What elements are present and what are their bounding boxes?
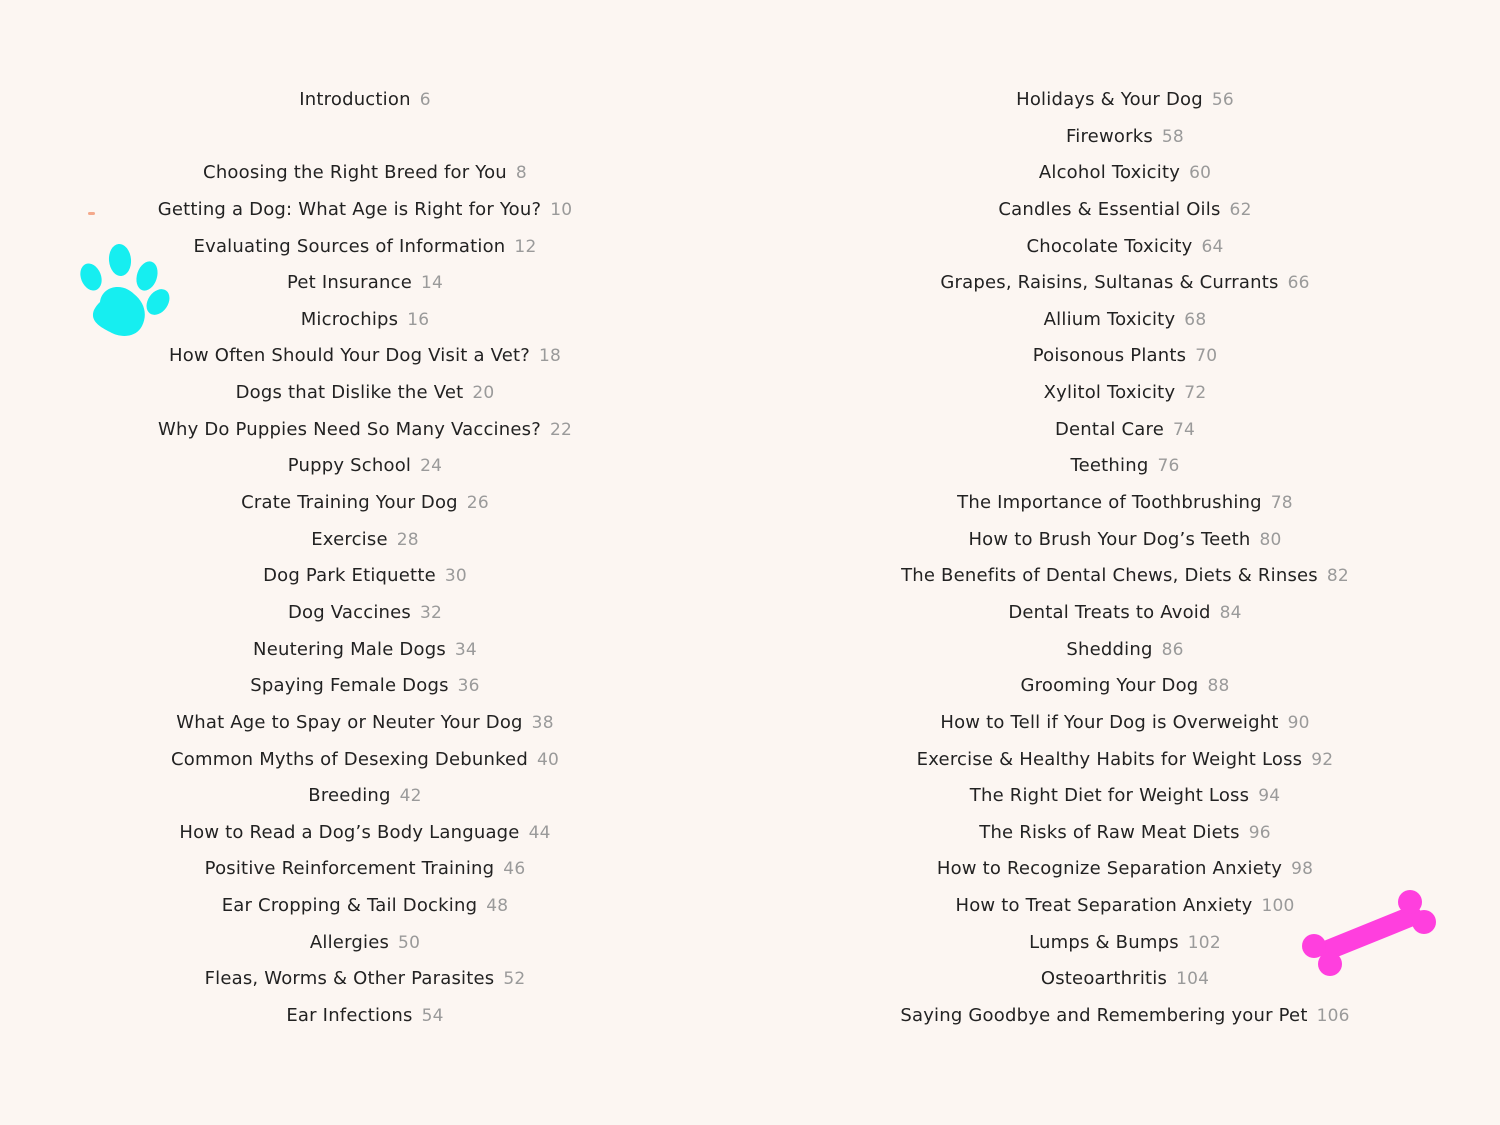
toc-entry — [15, 595, 715, 632]
entry-page-number: 96 — [1248, 822, 1271, 843]
toc-entry — [775, 448, 1475, 485]
table-of-contents-left — [15, 82, 715, 1035]
toc-entry — [15, 155, 715, 192]
entry-page-number: 82 — [1326, 566, 1349, 587]
entry-page-number: 102 — [1187, 932, 1221, 953]
toc-entry — [775, 375, 1475, 412]
toc-entry — [775, 778, 1475, 815]
entry-page-number: 94 — [1258, 786, 1281, 807]
entry-title: The Benefits of Dental Chews, Diets & Rinses — [901, 565, 1318, 587]
toc-entry — [15, 522, 715, 559]
entry-title: Puppy School — [287, 455, 412, 477]
toc-entry — [15, 485, 715, 522]
entry-title: What Age to Spay or Neuter Your Dog — [176, 711, 523, 733]
toc-entry — [775, 998, 1475, 1035]
toc-entry — [775, 82, 1475, 119]
toc-entry — [775, 558, 1475, 595]
entry-page-number: 42 — [399, 786, 422, 807]
entry-title: Breeding — [308, 785, 391, 807]
entry-page-number: 70 — [1195, 346, 1218, 367]
toc-entry — [15, 998, 715, 1035]
toc-entry — [775, 338, 1475, 375]
entry-title: Why Do Puppies Need So Many Vaccines? — [157, 418, 541, 440]
entry-page-number: 20 — [472, 383, 495, 404]
entry-page-number: 60 — [1189, 163, 1212, 184]
toc-entry — [775, 229, 1475, 266]
entry-page-number: 52 — [503, 969, 526, 990]
toc-entry — [15, 925, 715, 962]
entry-title: Allergies — [309, 931, 390, 953]
toc-entry — [15, 888, 715, 925]
entry-page-number: 48 — [486, 896, 509, 917]
entry-title: Saying Goodbye and Remembering your Pet — [900, 1005, 1308, 1027]
entry-page-number: 50 — [398, 932, 421, 953]
entry-title: Choosing the Right Breed for You — [203, 162, 507, 184]
toc-entry — [775, 522, 1475, 559]
entry-page-number: 40 — [536, 749, 559, 770]
toc-entry — [775, 851, 1475, 888]
toc-entry — [775, 815, 1475, 852]
entry-title: Positive Reinforcement Training — [204, 858, 495, 880]
toc-entry — [15, 815, 715, 852]
entry-title: Getting a Dog: What Age is Right for You? — [157, 198, 542, 220]
entry-title: Dogs that Dislike the Vet — [235, 382, 464, 404]
entry-title: Ear Infections — [286, 1005, 413, 1027]
entry-page-number: 78 — [1270, 493, 1293, 514]
entry-page-number: 18 — [539, 346, 562, 367]
toc-entry — [15, 375, 715, 412]
toc-entry — [775, 485, 1475, 522]
toc-entry — [15, 558, 715, 595]
entry-page-number: 56 — [1211, 90, 1234, 110]
toc-entry — [775, 192, 1475, 229]
entry-title: Fireworks — [1066, 125, 1153, 147]
entry-page-number: 104 — [1176, 969, 1210, 990]
toc-entry — [15, 82, 715, 119]
toc-entry — [15, 668, 715, 705]
toc-entry — [775, 155, 1475, 192]
entry-page-number: 46 — [503, 859, 526, 880]
entry-page-number: 66 — [1287, 273, 1310, 294]
entry-title: Introduction — [299, 89, 411, 110]
entry-title: Allium Toxicity — [1043, 308, 1176, 330]
entry-title: The Importance of Toothbrushing — [957, 492, 1262, 514]
entry-title: Xylitol Toxicity — [1043, 382, 1176, 404]
entry-page-number: 38 — [531, 712, 554, 733]
entry-title: Dog Park Etiquette — [263, 565, 436, 587]
toc-entry — [775, 742, 1475, 779]
toc-entry — [775, 302, 1475, 339]
entry-page-number: 54 — [421, 1006, 444, 1027]
entry-page-number: 92 — [1311, 749, 1334, 770]
entry-title: How Often Should Your Dog Visit a Vet? — [168, 345, 530, 367]
toc-entry — [15, 412, 715, 449]
entry-page-number: 100 — [1261, 896, 1295, 917]
toc-entry — [15, 705, 715, 742]
entry-page-number: 80 — [1259, 529, 1282, 550]
entry-page-number: 64 — [1201, 236, 1224, 257]
entry-title: Grooming Your Dog — [1020, 675, 1199, 697]
entry-title: Crate Training Your Dog — [241, 492, 458, 514]
entry-title: Dental Care — [1054, 418, 1164, 440]
entry-title: Microchips — [300, 308, 399, 330]
toc-entry — [775, 412, 1475, 449]
entry-title: Dog Vaccines — [287, 601, 411, 623]
entry-title: Grapes, Raisins, Sultanas & Currants — [940, 272, 1279, 294]
entry-page-number: 28 — [396, 529, 419, 550]
entry-page-number: 106 — [1316, 1006, 1350, 1027]
entry-title: The Risks of Raw Meat Diets — [979, 821, 1240, 843]
entry-page-number: 6 — [419, 90, 431, 110]
entry-title: Shedding — [1066, 638, 1153, 660]
entry-page-number: 74 — [1172, 419, 1196, 440]
entry-page-number: 44 — [528, 822, 551, 843]
toc-entry — [15, 778, 715, 815]
entry-page-number: 34 — [454, 639, 477, 660]
entry-page-number: 72 — [1184, 383, 1207, 404]
toc-entry — [15, 192, 715, 229]
toc-entry — [775, 119, 1475, 156]
entry-page-number: 58 — [1161, 126, 1184, 147]
toc-entry — [775, 595, 1475, 632]
entry-title: Evaluating Sources of Information — [193, 235, 506, 257]
entry-title: Chocolate Toxicity — [1026, 235, 1193, 257]
entry-page-number: 90 — [1287, 712, 1310, 733]
toc-entry — [15, 851, 715, 888]
dog-bone-icon — [1300, 888, 1440, 983]
entry-page-number: 30 — [444, 566, 467, 587]
entry-title: How to Tell if Your Dog is Overweight — [940, 711, 1279, 733]
entry-page-number: 22 — [549, 419, 572, 440]
entry-title: Osteoarthritis — [1040, 968, 1168, 990]
entry-page-number: 8 — [515, 163, 527, 184]
toc-entry — [15, 742, 715, 779]
entry-title: Dental Treats to Avoid — [1008, 601, 1211, 623]
toc-entry — [15, 632, 715, 669]
entry-page-number: 86 — [1161, 639, 1184, 660]
entry-page-number: 12 — [514, 236, 537, 257]
entry-title: Exercise — [311, 528, 388, 550]
toc-entry — [775, 705, 1475, 742]
entry-title: Alcohol Toxicity — [1038, 162, 1181, 184]
entry-page-number: 26 — [466, 493, 489, 514]
entry-title: Exercise & Healthy Habits for Weight Loss — [916, 748, 1303, 770]
paw-print-icon — [78, 240, 174, 340]
toc-entry — [775, 265, 1475, 302]
toc-entry — [15, 448, 715, 485]
toc-entry — [775, 668, 1475, 705]
entry-title: Pet Insurance — [286, 272, 412, 294]
entry-page-number: 16 — [407, 309, 430, 330]
entry-title: Holidays & Your Dog — [1016, 89, 1203, 110]
entry-page-number: 76 — [1157, 456, 1180, 477]
entry-title: How to Brush Your Dog’s Teeth — [968, 528, 1251, 550]
entry-page-number: 10 — [550, 199, 573, 220]
entry-title: Poisonous Plants — [1032, 345, 1187, 367]
ink-speck — [88, 212, 95, 215]
entry-title: How to Recognize Separation Anxiety — [936, 858, 1283, 880]
entry-title: Spaying Female Dogs — [250, 675, 449, 697]
entry-title: Candles & Essential Oils — [998, 198, 1221, 220]
entry-page-number: 24 — [420, 456, 443, 477]
toc-entry — [15, 338, 715, 375]
entry-page-number: 98 — [1291, 859, 1314, 880]
entry-page-number: 84 — [1219, 602, 1242, 623]
entry-title: The Right Diet for Weight Loss — [969, 785, 1250, 807]
entry-title: Lumps & Bumps — [1029, 931, 1179, 953]
toc-entry — [15, 961, 715, 998]
entry-page-number: 62 — [1229, 199, 1252, 220]
entry-page-number: 88 — [1207, 676, 1230, 697]
entry-page-number: 32 — [419, 602, 443, 623]
entry-title: Fleas, Worms & Other Parasites — [204, 968, 495, 990]
entry-title: How to Treat Separation Anxiety — [955, 895, 1253, 917]
toc-entry — [775, 632, 1475, 669]
entry-page-number: 68 — [1184, 309, 1207, 330]
entry-title: Teething — [1070, 455, 1149, 477]
entry-page-number: 14 — [420, 273, 444, 294]
entry-title: Common Myths of Desexing Debunked — [171, 748, 528, 770]
entry-title: How to Read a Dog’s Body Language — [179, 821, 520, 843]
entry-title: Ear Cropping & Tail Docking — [221, 895, 478, 917]
entry-page-number: 36 — [457, 676, 480, 697]
entry-title: Neutering Male Dogs — [253, 638, 446, 660]
